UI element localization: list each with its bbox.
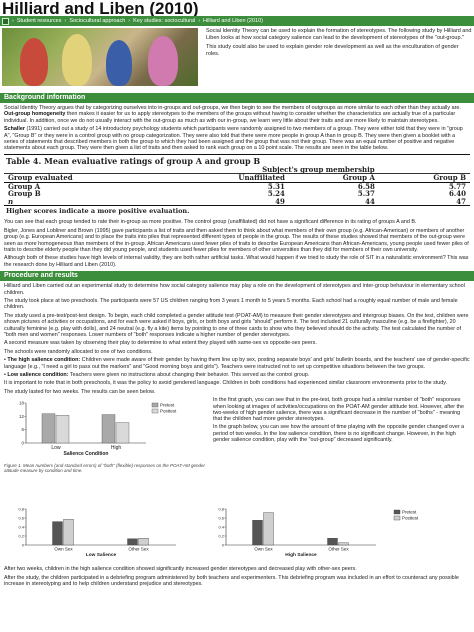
legend-swatch: [394, 516, 400, 520]
y-tick-label: 0.8: [18, 506, 24, 512]
table-header: Group A: [289, 174, 379, 183]
x-tick-label: Low: [51, 445, 61, 452]
chevron-right-icon: ›: [64, 18, 67, 24]
legend-label: Posttest: [402, 515, 419, 521]
section-heading-procedure: Procedure and results: [0, 271, 474, 281]
breadcrumb-item-sociocultural[interactable]: Sociocultural approach: [69, 18, 126, 24]
y-tick-label: 0.4: [18, 524, 24, 530]
chart-column: [4, 397, 209, 505]
page-title: Hilliard and Liben (2010): [2, 0, 199, 16]
paragraph: • The high salience condition: Children were made aware of their gender by having them line up by sex, posting separate boys' and girls' bulletin boards, and the teachers' use of gender-specific language (e.g., "I need a girl to pass out the markers" and "Good morning boys and girls"). Teachers were instructed not to set up competitive situations between the two groups.: [4, 357, 470, 370]
y-tick-label: 12: [18, 414, 24, 420]
chevron-right-icon: ›: [128, 18, 131, 24]
paragraph: Schaller (1991) carried out a study of 14 introductory psychology students which participants were randomly assigned to two members of a group. They were either told that they were in "group A", "Group B" or they were in a control group with no group categorization. They were also told that there were more people in group A than in group B. They were then given a booklet with a series of statements that described members in both the group to which they had been assigned and the group that was not their group. There was an equal number of positive and negative statements about each group. They were then given a list of traits and then asked to rank each group on a 10 point scale. The results are seen in the table below.: [4, 126, 463, 152]
x-tick-label: High: [110, 445, 122, 452]
figure-caption: Figure 1. Mean numbers (and standard errors) of "both" (flexible) responses on the POAT-AM gender attitude measure by condition and time.: [4, 463, 206, 474]
paragraph: Bigler, Jones and Lobliner and Brown (1995) gave participants a list of traits and then asked them to think about what members of their own group (e.g. African-American) or members of another group (e.g. European Americans) and to place the traits into piles that represented different types of people in the group. The results of these studies showed that members of the out-group were seen as more homogeneous than members of the in-group. African Americans used fewer piles of traits to describe European Americans than African-Americans, young people used fewer piles of traits to describe elderly people than they did young people, and students used fewer piles for members of other universities than they did for members of their own university.: [4, 227, 469, 253]
table-row: Group A 5.31 6.58 5.77: [8, 181, 466, 191]
bar: [56, 416, 69, 444]
ratings-table: [4, 154, 470, 217]
table-header: Unaffiliated: [167, 174, 289, 183]
bar: [102, 415, 115, 443]
breadcrumb-item-student-resources[interactable]: Student resources: [16, 18, 62, 24]
paragraph: The study took place at two preschools. The participants were 57 US children ranging from 3 years 1 month to 5 years 5 months. Each school had a roughly equal number of male and female children.: [4, 298, 458, 311]
panel-label: Low Salience: [85, 553, 117, 559]
bar: [42, 414, 55, 443]
paragraph: A second measure was taken by observing their play to determine to what extent they played with same-sex vs opposite-sex peers.: [4, 340, 317, 347]
table-header: Group evaluated: [4, 174, 167, 183]
x-tick-label: Own Sex: [54, 546, 73, 552]
legend-label: Pretest: [402, 509, 417, 515]
play-charts: [4, 505, 470, 566]
bar: [253, 521, 263, 546]
chart-play-proportion: [4, 505, 470, 561]
paragraph: After two weeks, children in the high salience condition showed significantly increased gender stereotypes and decreased play with other-sex peers.: [4, 566, 357, 573]
intro-section: [0, 26, 474, 90]
y-tick-label: 0: [21, 440, 24, 446]
paragraph: Social Identity Theory argues that by categorizing ourselves into in-groups and out-groups, we then begin to see the members of outgroups as more similar to each other than they actually are. Out-group homogeneity then makes it easier for us to apply stereotypes to the members of the groups without having to consider whether the characteristics are actually true of a particular individual. In addition, once we do not usually interact with the out-group as much as with our in-group, we learn very little about their traits and are more likely to maintain stereotypes.: [4, 105, 461, 124]
paragraph: Hilliard and Liben carried out an experimental study to determine how social category salience may play a role on the development of stereotypes and inter-group behaviour in elementary school children.: [4, 283, 465, 296]
results-text: [213, 397, 470, 505]
x-tick-label: Own Sex: [254, 546, 273, 552]
children-photo: [2, 28, 198, 86]
paragraph: It is important to note that in both preschools, it was the policy to avoid gendered language. Children in both conditions had experienced similar classroom environments prior to the study.: [4, 380, 448, 387]
panel-label: High Salience: [285, 553, 317, 559]
paragraph: The study used a pre-test/post-test design. To begin, each child completed a gender attitude test (POAT-AM) to measure their gender stereotypes and intergroup biases. On the test, children were shown pictures of activities or occupations, and for each were asked if boys, girls, or both boys and girls "should" perform it. The test included 21 culturally masculine (e.g. be a firefighter), 20 culturally feminine (e.g. play with dolls), and 24 neutral (e.g. fly a kite) items by pointing to one of three cards to show who they believed should do the activity. The test calculated the number of "both men and women" responses. Lower numbers of "both" responses indicate a higher number of gender stereotypes.: [4, 312, 469, 339]
legend-label: Pretest: [160, 402, 175, 408]
paragraph: Although both of these studies have high levels of internal validity, they are both rather artificial tasks. What would happen if we tried to study the role of SIT in a naturalistic environment? This was the research done by Hilliard and Liben (2010).: [4, 255, 469, 268]
intro-paragraph: Social Identity Theory can be used to explain the formation of stereotypes. The following study by Hilliard and Liben looks at how social category salience can lead to the development of stereotypes of the "out-group.": [206, 28, 472, 41]
bar: [339, 543, 349, 545]
paragraph: The schools were randomly allocated to one of two conditions.: [4, 348, 153, 355]
paragraph: • Low salience condition: Teachers were given no instructions about changing their behavior. This served as the control group.: [4, 372, 310, 379]
x-tick-label: Other Sex: [328, 546, 349, 552]
x-tick-label: Other Sex: [128, 546, 149, 552]
y-tick-label: 0: [221, 542, 224, 548]
y-tick-label: 0.2: [18, 533, 24, 539]
table-super-header: Subject's group membership: [167, 166, 470, 174]
bar: [128, 539, 138, 545]
breadcrumb-item-key-studies[interactable]: Key studies: sociocultural: [133, 18, 196, 24]
y-tick-label: 0.6: [18, 515, 24, 521]
breadcrumb-item-current: Hilliard and Liben (2010): [203, 18, 263, 24]
y-tick-label: 18: [18, 400, 24, 406]
bar: [64, 520, 74, 546]
chevron-right-icon: ›: [12, 18, 14, 24]
intro-text: [206, 28, 472, 90]
table-title: Table 4. Mean evaluative ratings of group A and group B: [6, 155, 261, 166]
paragraph: After the study, the children participated in a debriefing program administered by both teachers and experimenters. This debriefing program was included in an effort to counteract any possible increase in stereotyping and to help children understand prejudice and stereotypes.: [4, 574, 459, 588]
y-tick-label: 0.4: [218, 524, 224, 530]
intro-paragraph: This study could also be used to explain gender role development as well as the enculturation of gender roles.: [206, 44, 459, 57]
home-icon[interactable]: [2, 18, 9, 25]
breadcrumb: [0, 16, 474, 26]
table-row: Group B 5.24 5.37 6.40: [8, 189, 466, 199]
paragraph: In the first graph, you can see that in the pre-test, both groups had a similar number of "both" responses when looking at images of activities/occupations on the POAT-AM gender attitude test. However, after the two-weeks of high gender salience, there was a significant decrease in the number of "boths" - meaning that the children had more gender stereotypes.: [213, 397, 464, 423]
paragraph: In the graph below, you can see how the amount of time playing with the opposite gender changed over a period of two weeks. In the low salience condition, there is no significant change. However, in the high gender salience condition, play with the "out-group" decreased significantly.: [213, 424, 465, 444]
y-tick-label: 0.2: [218, 533, 224, 539]
legend-swatch: [152, 409, 158, 413]
bar: [328, 539, 338, 546]
legend-swatch: [152, 403, 158, 407]
legend-label: Posttest: [160, 408, 177, 414]
chevron-right-icon: ›: [198, 18, 201, 24]
results-section: [4, 397, 470, 505]
table-header: Group B: [379, 174, 470, 183]
bar: [139, 539, 149, 546]
y-tick-label: 0.8: [218, 506, 224, 512]
legend-swatch: [394, 510, 400, 514]
x-axis-label: Salience Condition: [63, 451, 109, 458]
table-row: n 49 44 47: [4, 198, 470, 206]
y-tick-label: 0: [21, 542, 24, 548]
table-note: Higher scores indicate a more positive evaluation.: [6, 207, 190, 216]
bar: [53, 522, 63, 545]
section-heading-background: Background information: [0, 93, 474, 103]
y-tick-label: 6: [21, 427, 24, 433]
y-tick-label: 0.6: [218, 515, 224, 521]
paragraph: You can see that each group tended to rate their in-group as more positive. The control group (unaffiliated) did not have a significant difference in its rating of groups A and B.: [4, 219, 417, 226]
bar: [116, 423, 129, 443]
table: [4, 166, 470, 207]
paragraph: The study lasted for two weeks. The results can be seen below.: [4, 388, 156, 395]
chart-both-responses: [4, 397, 209, 457]
bar: [264, 513, 274, 545]
